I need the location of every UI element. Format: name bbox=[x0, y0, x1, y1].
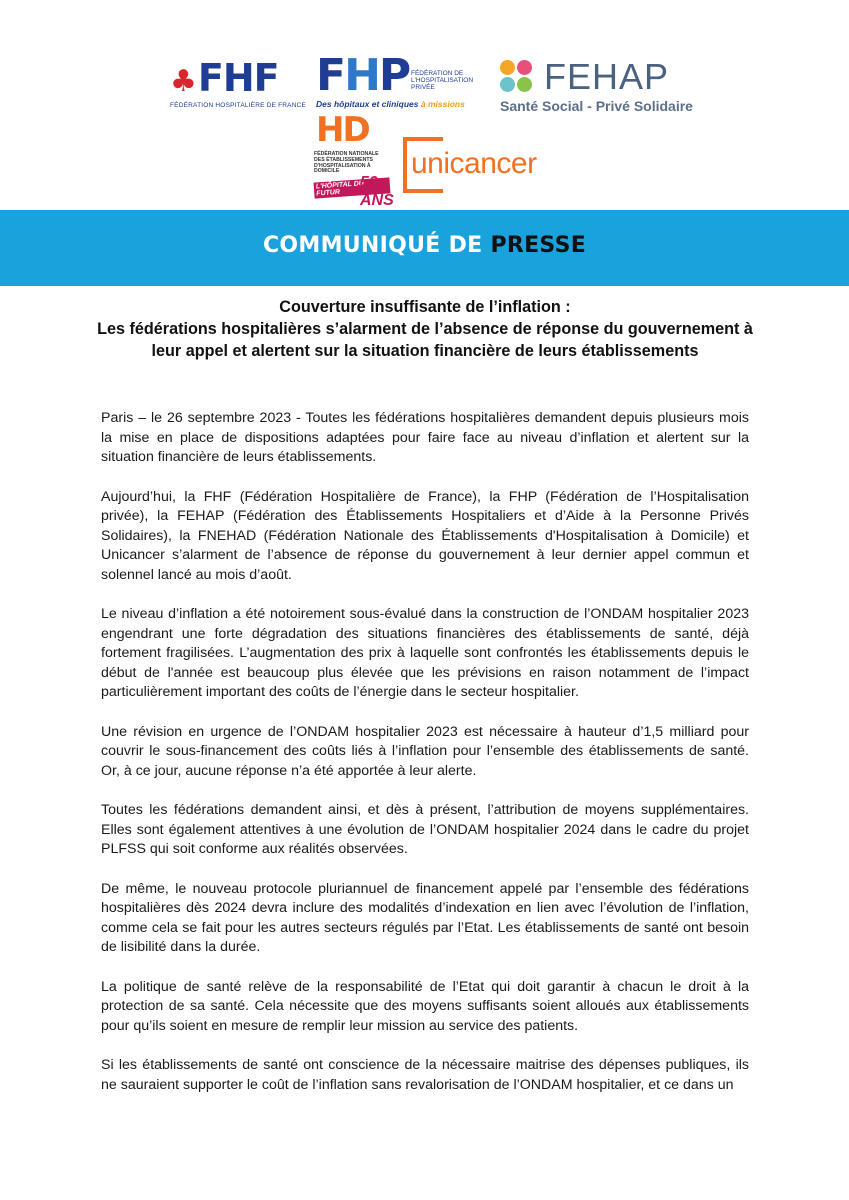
headline-line-2: Les fédérations hospitalières s’alarment de l’absence de réponse du gouvernement à leur appel et alertent sur la situation financière de leurs établissements bbox=[97, 320, 753, 360]
paragraph: Une révision en urgence de l’ONDAM hospitalier 2023 est nécessaire à hauteur d’1,5 milliard pour couvrir le sous-financement des coûts liés à l’inflation pour l’ensemble des établissements de santé. Or, à ce jour, aucune réponse n’a été apportée à leur alerte. bbox=[101, 723, 749, 779]
fnehad-logo bbox=[314, 110, 394, 209]
paragraph: Toutes les fédérations demandent ainsi, et dès à présent, l’attribution de moyens supplémentaires. Elles sont également attentives à une évolution de l’ONDAM hospitalier 2024 dans le cadre du projet PLFSS qui soit conforme aux réalités observées. bbox=[101, 802, 749, 857]
banner-title: COMMUNIQUÉ DE PRESSE bbox=[262, 233, 587, 258]
paragraph: De même, le nouveau protocole pluriannuel de financement appelé par l’ensemble des fédérations hospitalières dès 2024 devra inclure des modalités d’indexation en lien avec l’évolution de l’inflation, comme cela se fait pour les autres secteurs régulés par l’Etat. Les établissements de santé ont besoin de lisibilité dans la durée. bbox=[101, 880, 749, 955]
press-release-headline bbox=[90, 296, 760, 362]
fhf-logo-mark: ♣FHF bbox=[170, 56, 279, 100]
paragraph: Le niveau d’inflation a été notoirement sous-évalué dans la construction de l’ONDAM hospitalier 2023 engendrant une forte dégradation des situations financières des établissements de santé, déjà fortement fragilisées. L’augmentation des prix à laquelle sont confrontés les établissements depuis le début de l'année est beaucoup plus élevée que les prévisions en raison notamment de l’impact particulièrement important des coûts de l’énergie dans le secteur hospitalier. bbox=[101, 606, 749, 700]
press-release-body bbox=[101, 409, 749, 1115]
fhp-logo-federation: FÉDÉRATION DE L'HOSPITALISATION PRIVÉE bbox=[411, 70, 474, 91]
fhp-logo bbox=[316, 50, 478, 116]
fhp-logo-mark: FHP bbox=[316, 50, 410, 101]
paragraph: Si les établissements de santé ont conscience de la nécessaire maitrise des dépenses publiques, ils ne sauraient supporter le coût de l’inflation sans revalorisation de l’ONDAM hospitalier, et ce dans un bbox=[101, 1057, 749, 1093]
unicancer-logo bbox=[403, 137, 535, 195]
fehap-logo-name: FEHAP bbox=[544, 56, 670, 97]
paragraph: La politique de santé relève de la responsabilité de l’Etat qui doit garantir à chacun le droit à la protection de sa santé. Cela nécessite que des moyens suffisants soient alloués aux établissements pour qu’ils soient en mesure de remplir leur mission au service des patients. bbox=[101, 978, 749, 1034]
fhf-logo-subtitle: FÉDÉRATION HOSPITALIÈRE DE FRANCE bbox=[170, 102, 307, 109]
unicancer-logo-name: unicancer bbox=[411, 147, 537, 180]
fehap-logo-tagline: Santé Social - Privé Solidaire bbox=[500, 98, 693, 114]
fnehad-logo-tag: L'HÔPITAL DU FUTUR bbox=[314, 177, 391, 198]
fhp-logo-tagline: Des hôpitaux et cliniques à missions bbox=[316, 99, 465, 109]
fhf-logo bbox=[170, 56, 307, 114]
tree-icon: ♣ bbox=[170, 64, 196, 99]
fehap-logo bbox=[500, 56, 693, 118]
fnehad-logo-mark: HD bbox=[316, 110, 369, 150]
fnehad-logo-federation: FÉDÉRATION NATIONALE DES ÉTABLISSEMENTS D'HOSPITALISATION À DOMICILE bbox=[314, 151, 379, 175]
paragraph: Paris – le 26 septembre 2023 - Toutes les fédérations hospitalières demandent depuis plusieurs mois la mise en place de dispositions adaptées pour faire face au niveau d’inflation et alertent sur la situation financière de leurs établissements. bbox=[101, 410, 749, 465]
headline-line-1: Couverture insuffisante de l’inflation : bbox=[279, 298, 571, 316]
fehap-dots-icon bbox=[500, 60, 534, 94]
fnehad-anniversary-badge: 50 ANS bbox=[360, 174, 394, 209]
press-release-banner bbox=[0, 210, 849, 286]
paragraph: Aujourd’hui, la FHF (Fédération Hospitalière de France), la FHP (Fédération de l’Hospitalisation privée), la FEHAP (Fédération des Établissements Hospitaliers et d’Aide à la Personne Privés Solidaires), la FNEHAD (Fédération Nationale des Établissements d'Hospitalisation à Domicile) et Unicancer s’alarment de l’absence de réponse du gouvernement à leur dernier appel commun et solennel lancé au mois d’août. bbox=[101, 488, 749, 583]
